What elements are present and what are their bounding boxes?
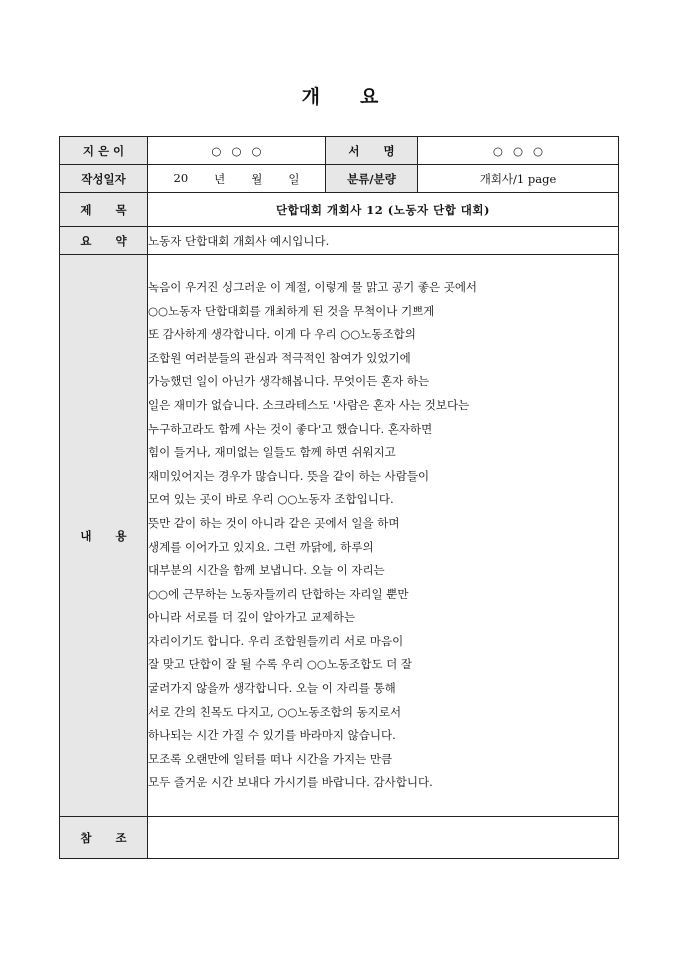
date-year-unit: 년	[214, 171, 226, 186]
summary-label: 요 약	[60, 227, 148, 255]
content-label: 내 용	[60, 255, 148, 817]
summary-value: 노동자 단합대회 개회사 예시입니다.	[148, 227, 619, 255]
content-line: 일은 재미가 없습니다. 소크라테스도 '사람은 혼자 사는 것보다는	[148, 397, 470, 412]
subject-value: 단합대회 개회사 12 (노동자 단합 대회)	[148, 193, 619, 227]
content-line: 생계를 이어가고 있지요. 그런 까닭에, 하루의	[148, 539, 374, 554]
content-line: 모두 즐거운 시간 보내다 가시기를 바랍니다. 감사합니다.	[148, 775, 433, 790]
content-line: 재미있어지는 경우가 많습니다. 뜻을 같이 하는 사람들이	[148, 468, 430, 483]
content-line: 굴러가지 않을까 생각합니다. 오늘 이 자리를 통해	[148, 681, 396, 696]
author-mark-1: ○	[211, 143, 222, 158]
content-line: 누구하고라도 함께 사는 것이 좋다'고 했습니다. 혼자하면	[148, 421, 433, 436]
date-value	[148, 165, 326, 193]
content-line: 모여 있는 곳이 바로 우리 ○○노동자 조합입니다.	[148, 492, 394, 507]
title-char-2: 요	[360, 86, 379, 108]
content-line: 자리이기도 합니다. 우리 조합원들끼리 서로 마음이	[148, 633, 404, 648]
subject-label: 제 목	[60, 193, 148, 227]
content-line: 하나되는 시간 가질 수 있기를 바라마지 않습니다.	[148, 728, 396, 743]
content-body	[148, 255, 619, 817]
info-table	[59, 136, 619, 859]
content-line: 힘이 들거나, 재미없는 일들도 함께 하면 쉬워지고	[148, 445, 396, 460]
signature-value	[418, 137, 619, 165]
author-label: 지 은 이	[60, 137, 148, 165]
content-line: 가능했던 일이 아닌가 생각해봅니다. 무엇이든 혼자 하는	[148, 374, 430, 389]
signature-mark-1: ○	[492, 143, 503, 158]
signature-label: 서 명	[326, 137, 418, 165]
author-mark-2: ○	[231, 143, 242, 158]
date-year: 20	[173, 170, 189, 185]
content-line: 또 감사하게 생각합니다. 이게 다 우리 ○○노동조합의	[148, 327, 416, 342]
reference-value	[148, 817, 619, 859]
author-mark-3: ○	[251, 143, 262, 158]
content-line: 뜻만 같이 하는 것이 아니라 같은 곳에서 일을 하며	[148, 515, 400, 530]
category-value: 개회사/1 page	[418, 165, 619, 193]
content-line: 조합원 여러분들의 관심과 적극적인 참여가 있었기에	[148, 350, 411, 365]
date-label: 작성일자	[60, 165, 148, 193]
signature-mark-3: ○	[533, 143, 544, 158]
document-title	[0, 82, 680, 109]
date-month-unit: 월	[251, 171, 263, 186]
content-line: 서로 간의 친목도 다지고, ○○노동조합의 동지로서	[148, 704, 402, 719]
title-char-1: 개	[301, 86, 320, 108]
content-line: 잘 맞고 단합이 잘 될 수록 우리 ○○노동조합도 더 잘	[148, 657, 413, 672]
content-line: 아니라 서로를 더 깊이 알아가고 교제하는	[148, 610, 356, 625]
content-line: ○○노동자 단합대회를 개최하게 된 것을 무척이나 기쁘게	[148, 303, 435, 318]
category-label: 분류/분량	[326, 165, 418, 193]
reference-label: 참 조	[60, 817, 148, 859]
content-line: ○○에 근무하는 노동자들끼리 단합하는 자리일 뿐만	[148, 586, 409, 601]
content-line: 녹음이 우거진 싱그러운 이 계절, 이렇게 물 맑고 공기 좋은 곳에서	[148, 279, 478, 294]
author-value	[148, 137, 326, 165]
signature-mark-2: ○	[512, 143, 524, 158]
date-day-unit: 일	[288, 171, 300, 186]
content-line: 모조록 오랜만에 일터를 떠나 시간을 가지는 만큼	[148, 751, 393, 766]
content-line: 대부분의 시간을 함께 보냅니다. 오늘 이 자리는	[148, 563, 385, 578]
